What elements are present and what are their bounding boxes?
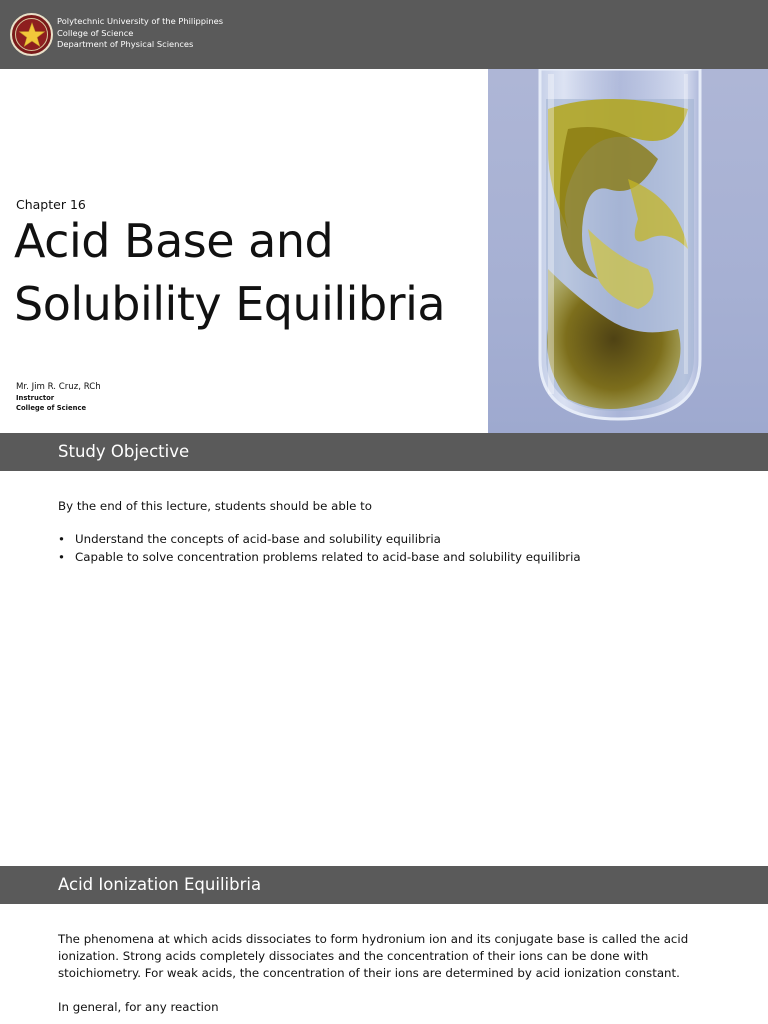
section-heading-acid-ionization: Acid Ionization Equilibria [58,875,262,894]
department-name: Department of Physical Sciences [57,39,194,50]
section-heading-study-objective: Study Objective [58,442,190,461]
author-block [16,382,101,414]
author-role: Instructor [16,393,55,402]
acid-ionization-paragraph: The phenomena at which acids dissociates to form hydronium ion and its conjugate base is called the acid ionization. Strong acids completely dissociates and the concentration of their ions can be done with stoichiometry. For weak acids, the concentration of their ions are determined by acid ionization constant. [58,932,689,980]
page-title [14,210,445,336]
title-line-1: Acid Base and [14,214,334,268]
title-line-2: Solubility Equilibria [14,277,446,331]
section-bar-study-objective [0,433,768,471]
list-item [58,549,581,567]
general-reaction-text: In general, for any reaction [58,1000,219,1014]
author-name: Mr. Jim R. Cruz, RCh [16,382,101,392]
header-bar [0,0,768,69]
chapter-label: Chapter 16 [16,197,86,212]
section-bar-acid-ionization [0,866,768,904]
objective-intro: By the end of this lecture, students should be able to [58,499,372,513]
test-tube-illustration [488,69,768,433]
university-name: Polytechnic University of the Philippines [57,16,224,26]
title-area [0,69,488,433]
university-name-block [57,16,223,51]
objective-text: Capable to solve concentration problems related to acid-base and solubility equilibria [75,549,581,564]
bullet-glyph: • [58,532,65,546]
bullet-glyph: • [58,549,65,564]
objective-text: Understand the concepts of acid-base and solubility equilibria [75,532,441,546]
college-name: College of Science [57,27,134,38]
university-seal-icon [10,13,53,56]
list-item [58,531,581,549]
objective-list [58,531,581,566]
test-tube-photo [488,69,768,433]
author-college: College of Science [16,404,87,412]
